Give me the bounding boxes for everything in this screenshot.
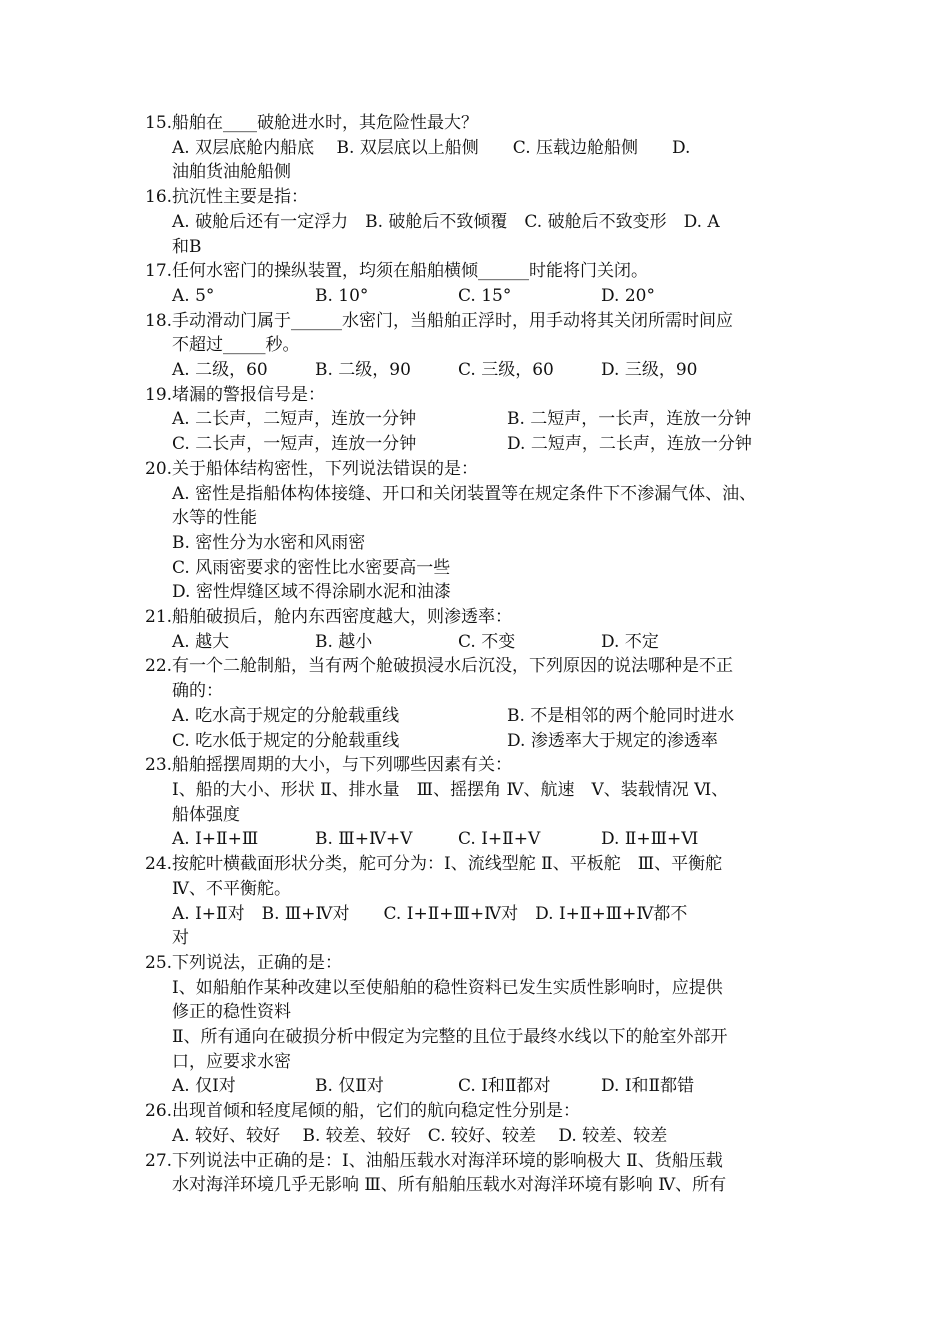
question-16 bbox=[145, 185, 825, 259]
option-line: B. 密性分为水密和风雨密 bbox=[172, 532, 366, 553]
question-21 bbox=[145, 605, 825, 654]
option-d: D. 二短声，二长声，连放一分钟 bbox=[507, 434, 752, 455]
question-list bbox=[145, 111, 825, 1198]
option-d: D. 三级，90 bbox=[601, 360, 698, 381]
question-stem: 26.出现首倾和轻度尾倾的船，它们的航向稳定性分别是： bbox=[145, 1101, 581, 1122]
question-22 bbox=[145, 654, 825, 753]
statement-line: 口，应要求水密 bbox=[172, 1051, 291, 1072]
option-b: B. Ⅲ+Ⅳ+Ⅴ bbox=[315, 829, 413, 850]
option-a: A. 仅Ⅰ对 bbox=[172, 1076, 236, 1097]
question-25 bbox=[145, 951, 825, 1099]
options-row bbox=[145, 407, 825, 432]
option-a: A. Ⅰ+Ⅱ+Ⅲ bbox=[172, 829, 259, 850]
question-stem-cont: 确的： bbox=[172, 681, 223, 702]
question-stem-cont: 水对海洋环境几乎无影响 Ⅲ、所有船舶压载水对海洋环境有影响 Ⅳ、所有 bbox=[172, 1175, 727, 1196]
option-a: A. 二级，60 bbox=[172, 360, 268, 381]
options-row bbox=[145, 704, 825, 729]
question-stem: 19.堵漏的警报信号是： bbox=[145, 384, 326, 405]
option-c: C. Ⅰ+Ⅱ+Ⅴ bbox=[458, 829, 541, 850]
option-d: D. Ⅰ和Ⅱ都错 bbox=[601, 1076, 695, 1097]
option-d: D. 20° bbox=[601, 285, 655, 306]
question-stem: 16.抗沉性主要是指： bbox=[145, 187, 309, 208]
option-d: D. 渗透率大于规定的渗透率 bbox=[507, 730, 718, 751]
question-stem-cont: 不超过_____秒。 bbox=[172, 335, 300, 356]
option-line: C. 风雨密要求的密性比水密要高一些 bbox=[172, 557, 451, 578]
option-b: B. 仅Ⅱ对 bbox=[315, 1076, 384, 1097]
statement-line: Ⅱ、所有通向在破损分析中假定为完整的且位于最终水线以下的舱室外部开 bbox=[172, 1027, 728, 1048]
question-stem: 22.有一个二舱制船，当有两个舱破损浸水后沉没，下列原因的说法哪种是不正 bbox=[145, 656, 734, 677]
option-a: A. 越大 bbox=[172, 631, 230, 652]
option-line: A. 密性是指船体构体接缝、开口和关闭装置等在规定条件下不渗漏气体、油、 bbox=[172, 483, 757, 504]
option-line: A. 破舱后还有一定浮力 B. 破舱后不致倾覆 C. 破舱后不致变形 D. A bbox=[172, 211, 720, 232]
option-b: B. 二短声，一长声，连放一分钟 bbox=[507, 409, 752, 430]
question-20 bbox=[145, 457, 825, 605]
option-a: A. 吃水高于规定的分舱载重线 bbox=[172, 705, 400, 726]
question-23 bbox=[145, 753, 825, 852]
option-b: B. 二级，90 bbox=[315, 360, 411, 381]
option-line: D. 密性焊缝区域不得涂刷水泥和油漆 bbox=[172, 582, 451, 603]
question-24 bbox=[145, 852, 825, 951]
option-c: C. 不变 bbox=[458, 631, 516, 652]
question-stem: 27.下列说法中正确的是：Ⅰ、油船压载水对海洋环境的影响极大 Ⅱ、货船压载 bbox=[145, 1150, 723, 1171]
option-d: D. 不定 bbox=[601, 631, 659, 652]
options-row bbox=[145, 827, 825, 852]
question-26 bbox=[145, 1099, 825, 1148]
option-c: C. 15° bbox=[458, 285, 512, 306]
option-line: 和B bbox=[172, 236, 202, 257]
option-c: C. 二长声，一短声，连放一分钟 bbox=[172, 434, 417, 455]
option-a: A. 二长声，二短声，连放一分钟 bbox=[172, 409, 417, 430]
options-row bbox=[145, 630, 825, 655]
question-stem: 18.手动滑动门属于______水密门，当船舶正浮时，用手动将其关闭所需时间应 bbox=[145, 310, 734, 331]
option-c: C. Ⅰ和Ⅱ都对 bbox=[458, 1076, 551, 1097]
options-row bbox=[145, 1074, 825, 1099]
option-line: 油舶货油舱船侧 bbox=[172, 162, 291, 183]
option-d: D. Ⅱ+Ⅲ+Ⅵ bbox=[601, 829, 699, 850]
question-stem: 24.按舵叶横截面形状分类，舵可分为：Ⅰ、流线型舵 Ⅱ、平板舵 Ⅲ、平衡舵 bbox=[145, 854, 723, 875]
options-row bbox=[145, 284, 825, 309]
option-line: 对 bbox=[172, 928, 189, 949]
question-stem: 20.关于船体结构密性，下列说法错误的是： bbox=[145, 458, 479, 479]
question-stem: 15.船舶在____破舱进水时，其危险性最大？ bbox=[145, 113, 479, 133]
question-stem: 25.下列说法，正确的是： bbox=[145, 952, 343, 973]
option-line: A. 较好、较好 B. 较差、较好 C. 较好、较差 D. 较差、较差 bbox=[172, 1125, 668, 1146]
option-line: A. 双层底舱内船底 B. 双层底以上船侧 C. 压载边舱船侧 D. bbox=[172, 137, 691, 158]
options-row bbox=[145, 432, 825, 457]
option-a: A. 5° bbox=[172, 285, 215, 306]
question-stem: 21.船舶破损后，舱内东西密度越大，则渗透率： bbox=[145, 607, 513, 628]
option-line: 水等的性能 bbox=[172, 508, 257, 529]
question-17 bbox=[145, 259, 825, 308]
option-c: C. 三级，60 bbox=[458, 360, 554, 381]
question-27 bbox=[145, 1149, 825, 1198]
options-row bbox=[145, 358, 825, 383]
option-b: B. 不是相邻的两个舱同时进水 bbox=[507, 705, 735, 726]
statement-line: Ⅰ、船的大小、形状 Ⅱ、排水量 Ⅲ、摇摆角 Ⅳ、航速 Ⅴ、装载情况 Ⅵ、 bbox=[172, 779, 729, 800]
option-b: B. 越小 bbox=[315, 631, 373, 652]
statement-line: Ⅰ、如船舶作某种改建以至使船舶的稳性资料已发生实质性影响时，应提供 bbox=[172, 977, 723, 998]
option-line: A. Ⅰ+Ⅱ对 B. Ⅲ+Ⅳ对 C. Ⅰ+Ⅱ+Ⅲ+Ⅳ对 D. Ⅰ+Ⅱ+Ⅲ+Ⅳ都不 bbox=[172, 903, 688, 924]
question-18 bbox=[145, 309, 825, 383]
option-b: B. 10° bbox=[315, 285, 369, 306]
question-stem: 17.任何水密门的操纵装置，均须在船舶横倾______时能将门关闭。 bbox=[145, 261, 649, 282]
question-15 bbox=[145, 111, 825, 185]
options-row bbox=[145, 729, 825, 754]
question-stem-cont: Ⅳ、不平衡舵。 bbox=[172, 878, 291, 899]
option-c: C. 吃水低于规定的分舱载重线 bbox=[172, 730, 400, 751]
statement-line: 修正的稳性资料 bbox=[172, 1002, 291, 1023]
question-19 bbox=[145, 383, 825, 457]
statement-line: 船体强度 bbox=[172, 804, 240, 825]
question-stem: 23.船舶摇摆周期的大小，与下列哪些因素有关： bbox=[145, 755, 513, 776]
